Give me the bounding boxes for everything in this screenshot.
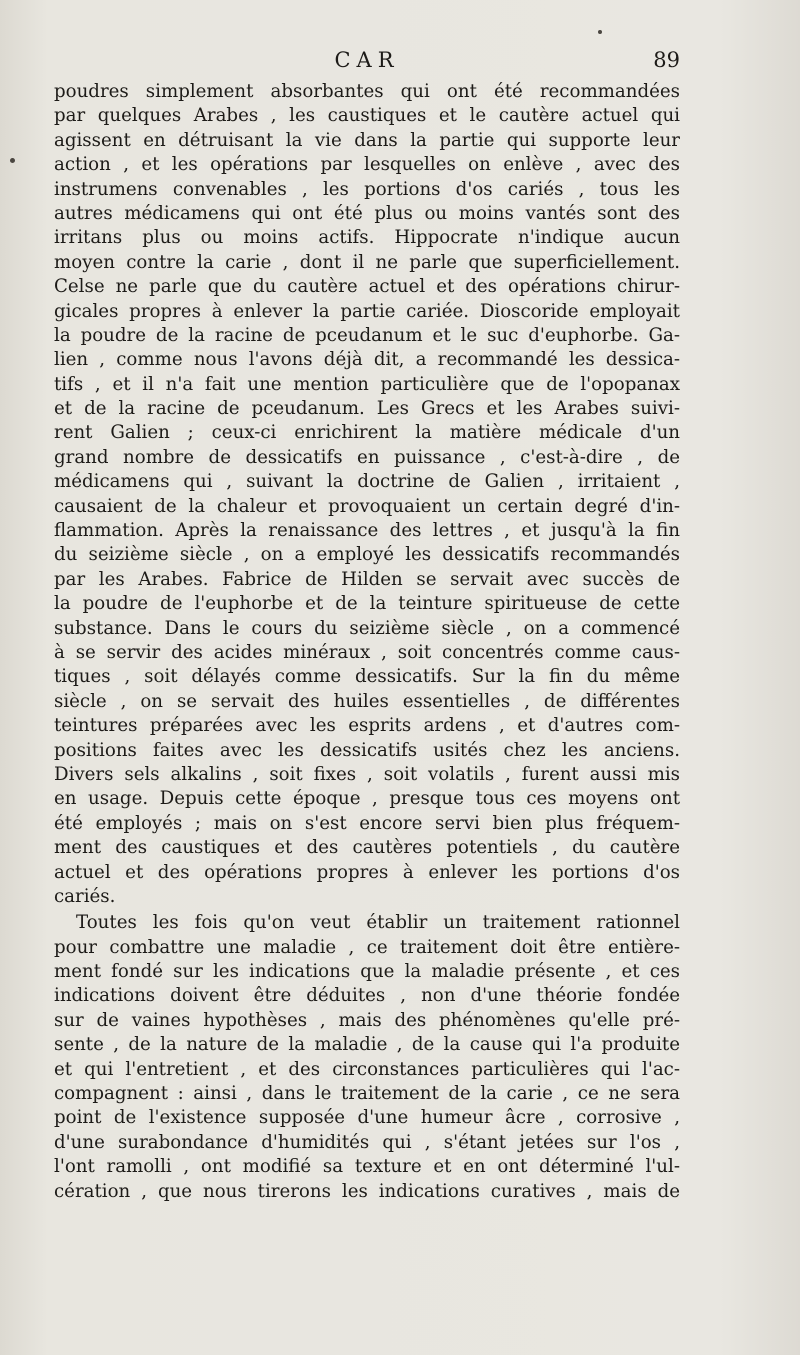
text-line: substance. Dans le cours du seizième siècle , on a commencé bbox=[54, 617, 680, 639]
text-line: indications doivent être déduites , non d'une théorie fondée bbox=[54, 985, 680, 1007]
text-line: agissent en détruisant la vie dans la partie qui supporte leur bbox=[54, 129, 680, 151]
text-line: par les Arabes. Fabrice de Hilden se servait avec succès de bbox=[54, 568, 680, 590]
text-line: flammation. Après la renaissance des lettres , et jusqu'à la fin bbox=[54, 520, 680, 542]
text-line: Celse ne parle que du cautère actuel et des opérations chirur- bbox=[54, 276, 680, 298]
text-line: la poudre de la racine de pceudanum et le suc d'euphorbe. Ga- bbox=[54, 324, 680, 346]
text-line: instrumens convenables , les portions d'os cariés , tous les bbox=[54, 178, 680, 200]
text-line: autres médicamens qui ont été plus ou moins vantés sont des bbox=[54, 202, 680, 224]
text-line: l'ont ramolli , ont modifié sa texture et en ont déterminé l'ul- bbox=[54, 1156, 680, 1178]
text-line: tiques , soit délayés comme dessicatifs. Sur la fin du même bbox=[54, 666, 680, 688]
text-line: et qui l'entretient , et des circonstances particulières qui l'ac- bbox=[54, 1058, 680, 1080]
text-line: causaient de la chaleur et provoquaient un certain degré d'in- bbox=[54, 495, 680, 517]
ink-speck bbox=[598, 30, 602, 34]
text-line: poudres simplement absorbantes qui ont été recommandées bbox=[54, 81, 680, 102]
text-line: rent Galien ; ceux-ci enrichirent la matière médicale d'un bbox=[54, 422, 680, 444]
text-line: à se servir des acides minéraux , soit concentrés comme caus- bbox=[54, 641, 680, 663]
text-line: par quelques Arabes , les caustiques et le cautère actuel qui bbox=[54, 105, 680, 127]
text-line: cération , que nous tirerons les indications curatives , mais de bbox=[54, 1180, 680, 1202]
page-header bbox=[54, 44, 680, 80]
text-line: point de l'existence supposée d'une humeur âcre , corrosive , bbox=[54, 1107, 680, 1129]
text-line: Toutes les fois qu'on veut établir un traitement rationnel bbox=[76, 912, 680, 934]
text-line: moyen contre la carie , dont il ne parle que superficiellement. bbox=[54, 251, 680, 273]
page-number: 89 bbox=[653, 48, 680, 72]
paragraph-2 bbox=[54, 911, 680, 1204]
text-line: la poudre de l'euphorbe et de la teinture spiritueuse de cette bbox=[54, 593, 680, 615]
text-line: du seizième siècle , on a employé les dessicatifs recommandés bbox=[54, 544, 680, 566]
text-line: siècle , on se servait des huiles essentielles , de différentes bbox=[54, 690, 680, 712]
text-line: actuel et des opérations propres à enlever les portions d'os bbox=[54, 861, 680, 883]
text-line: grand nombre de dessicatifs en puissance , c'est-à-dire , de bbox=[54, 446, 680, 468]
text-line: pour combattre une maladie , ce traitement doit être entière- bbox=[54, 936, 680, 958]
text-line: en usage. Depuis cette époque , presque tous ces moyens ont bbox=[54, 788, 680, 810]
running-head: CAR bbox=[334, 48, 400, 72]
text-line: lien , comme nous l'avons déjà dit, a recommandé les dessica- bbox=[54, 349, 680, 371]
text-line: teintures préparées avec les esprits ardens , et d'autres com- bbox=[54, 715, 680, 737]
text-line: cariés. bbox=[54, 885, 116, 907]
text-line: gicales propres à enlever la partie cariée. Dioscoride employait bbox=[54, 300, 680, 322]
ink-speck bbox=[10, 158, 15, 163]
text-line: compagnent : ainsi , dans le traitement de la carie , ce ne sera bbox=[54, 1083, 680, 1105]
text-line: irritans plus ou moins actifs. Hippocrate n'indique aucun bbox=[54, 227, 680, 249]
text-line: d'une surabondance d'humidités qui , s'étant jetées sur l'os , bbox=[54, 1131, 680, 1153]
text-line: et de la racine de pceudanum. Les Grecs et les Arabes suivi- bbox=[54, 398, 680, 420]
text-line: sente , de la nature de la maladie , de la cause qui l'a produite bbox=[54, 1034, 680, 1056]
text-line: sur de vaines hypothèses , mais des phénomènes qu'elle pré- bbox=[54, 1009, 680, 1031]
text-line: été employés ; mais on s'est encore servi bien plus fréquem- bbox=[54, 812, 680, 834]
paragraph-1 bbox=[54, 80, 680, 909]
text-line: ment des caustiques et des cautères potentiels , du cautère bbox=[54, 837, 680, 859]
body-text bbox=[54, 80, 680, 1204]
text-line: action , et les opérations par lesquelles on enlève , avec des bbox=[54, 154, 680, 176]
text-line: tifs , et il n'a fait une mention particulière que de l'opopanax bbox=[54, 373, 680, 395]
text-line: médicamens qui , suivant la doctrine de Galien , irritaient , bbox=[54, 471, 680, 493]
text-line: positions faites avec les dessicatifs usités chez les anciens. bbox=[54, 739, 680, 761]
text-line: Divers sels alkalins , soit fixes , soit volatils , furent aussi mis bbox=[54, 763, 680, 785]
text-line: ment fondé sur les indications que la maladie présente , et ces bbox=[54, 961, 680, 983]
